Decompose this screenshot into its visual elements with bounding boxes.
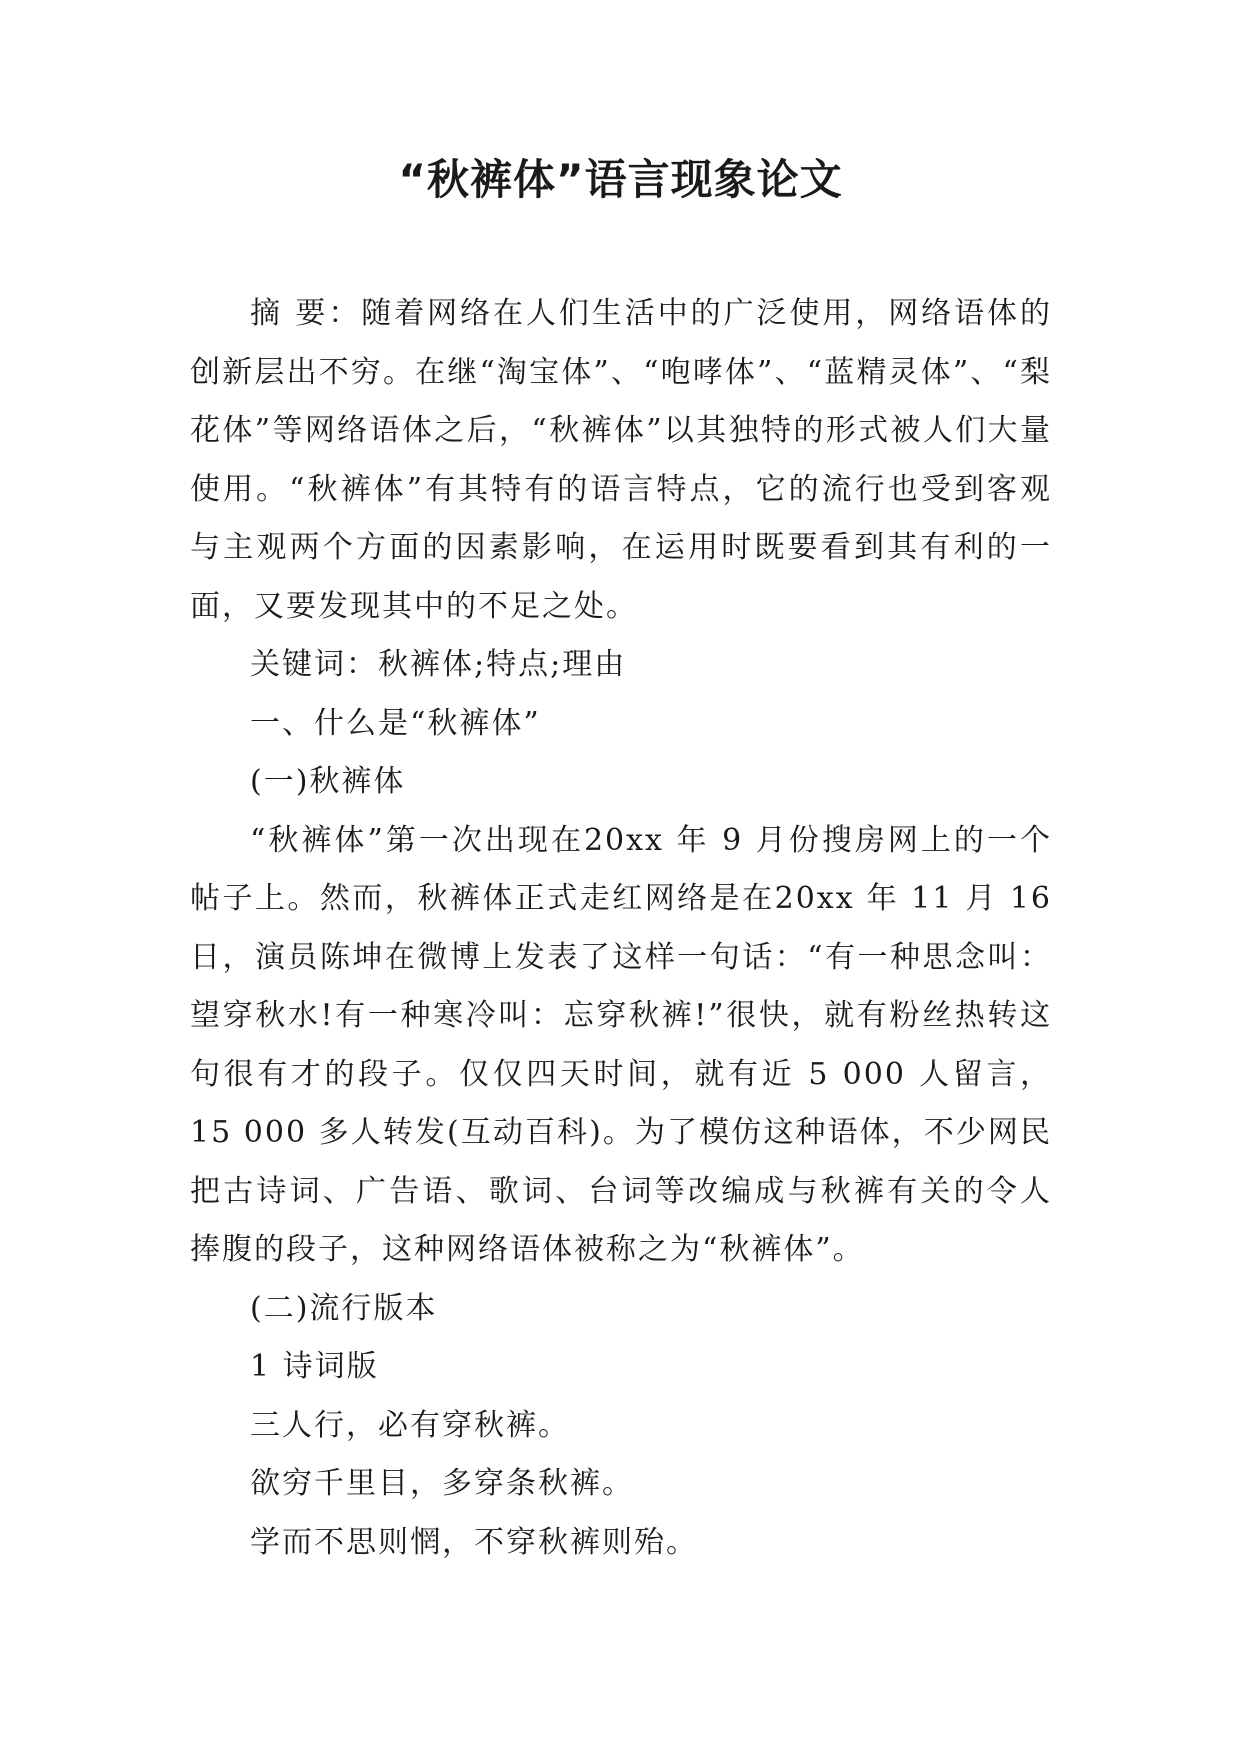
poem-line: 三人行，必有穿秋裤。 [250,1407,570,1443]
document-title: “秋裤体”语言现象论文 [398,155,843,204]
subsection-heading: (一)秋裤体 [250,764,406,799]
body-paragraph: “秋裤体”第一次出现在20xx 年 9 月份搜房网上的一个帖子上。然而，秋裤体正式走红网络是在20xx 年 11 月 16日，演员陈坤在微博上发表了这样一句话：“有一种思念叫：望穿秋水!有一种寒冷叫：忘穿秋裤!”很快，就有粉丝热转这句很有才的段子。仅仅四天时间，就有近 5 000 人留言，15 000 多人转发(互动百科)。为了模仿这种语体，不少网民把古诗词、广告语、歌词、台词等改编成与秋裤有关的令人捧腹的段子，这种网络语体被称之为“秋裤体”。 [190,822,1052,1267]
subsection-heading: (二)流行版本 [250,1290,438,1326]
poem-line: 欲穷千里目，多穿条秋裤。 [250,1466,634,1501]
document-body [190,285,1052,1572]
section-heading: 一、什么是“秋裤体” [250,705,541,741]
abstract-paragraph: 摘 要：随着网络在人们生活中的广泛使用，网络语体的创新层出不穷。在继“淘宝体”、“咆哮体”、“蓝精灵体”、“梨花体”等网络语体之后，“秋裤体”以其独特的形式被人们大量使用。“秋裤体”有其特有的语言特点，它的流行也受到客观与主观两个方面的因素影响，在运用时既要看到其有利的一面，又要发现其中的不足之处。 [190,296,1052,624]
poem-line: 学而不思则惘，不穿秋裤则殆。 [250,1524,698,1560]
keywords-paragraph: 关键词：秋裤体;特点;理由 [250,647,627,682]
list-heading: 1 诗词版 [250,1349,379,1384]
